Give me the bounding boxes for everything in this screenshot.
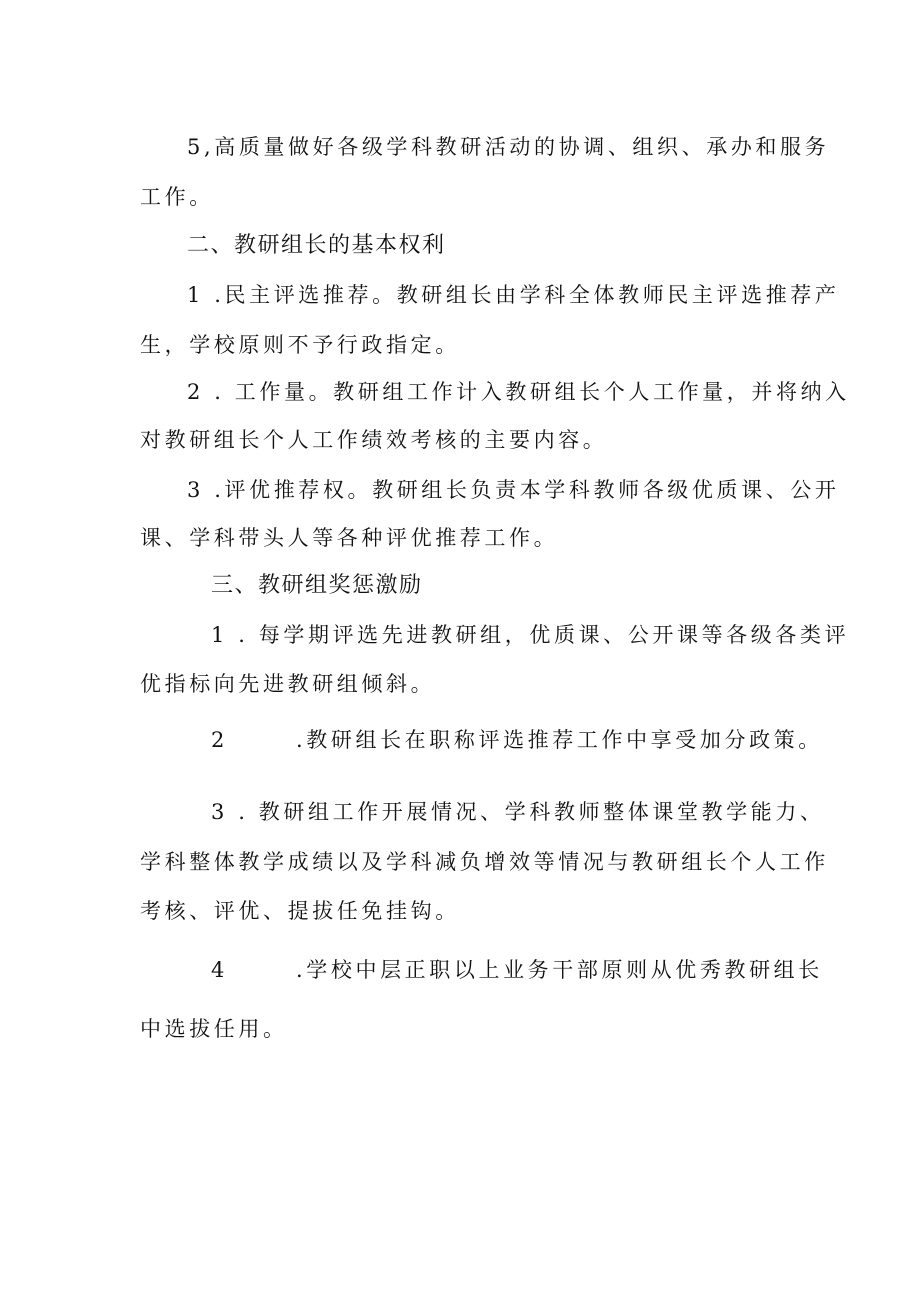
paragraph-5-line-1: 5,高质量做好各级学科教研活动的协调、组织、承办和服务	[187, 135, 830, 159]
section-3-heading: 三、教研组奖惩激励	[211, 573, 423, 598]
right-1-line-1: 1 .民主评选推荐。教研组长由学科全体教师民主评选推荐产	[187, 283, 840, 307]
incentive-4-text: .学校中层正职以上业务干部原则从优秀教研组长	[296, 958, 823, 982]
incentive-3-line-2: 学科整体教学成绩以及学科减负增效等情况与教研组长个人工作	[140, 850, 829, 874]
incentive-3-line-3: 考核、评优、提拔任免挂钩。	[140, 899, 460, 923]
right-3-line-1: 3 .评优推荐权。教研组长负责本学科教师各级优质课、公开	[187, 478, 840, 502]
right-2-line-1: 2 . 工作量。教研组工作计入教研组长个人工作量，并将纳入	[187, 380, 850, 404]
incentive-1-line-2: 优指标向先进教研组倾斜。	[140, 672, 436, 696]
right-3-line-2: 课、学科带头人等各种评优推荐工作。	[140, 526, 559, 550]
right-1-line-2: 生，学校原则不予行政指定。	[140, 333, 460, 357]
incentive-1-line-1: 1 . 每学期评选先进教研组，优质课、公开课等各级各类评	[211, 623, 850, 647]
section-2-heading: 二、教研组长的基本权利	[187, 233, 446, 258]
right-2-line-2: 对教研组长个人工作绩效考核的主要内容。	[140, 428, 608, 452]
paragraph-5-line-2: 工作。	[140, 185, 214, 209]
incentive-2-text: .教研组长在职称评选推荐工作中享受加分政策。	[296, 728, 823, 752]
incentive-4-line-2: 中选拔任用。	[140, 1017, 288, 1041]
incentive-2-number: 2	[211, 728, 225, 752]
incentive-4-number: 4	[211, 958, 225, 982]
incentive-3-line-1: 3 . 教研组工作开展情况、学科教师整体课堂教学能力、	[211, 800, 825, 824]
